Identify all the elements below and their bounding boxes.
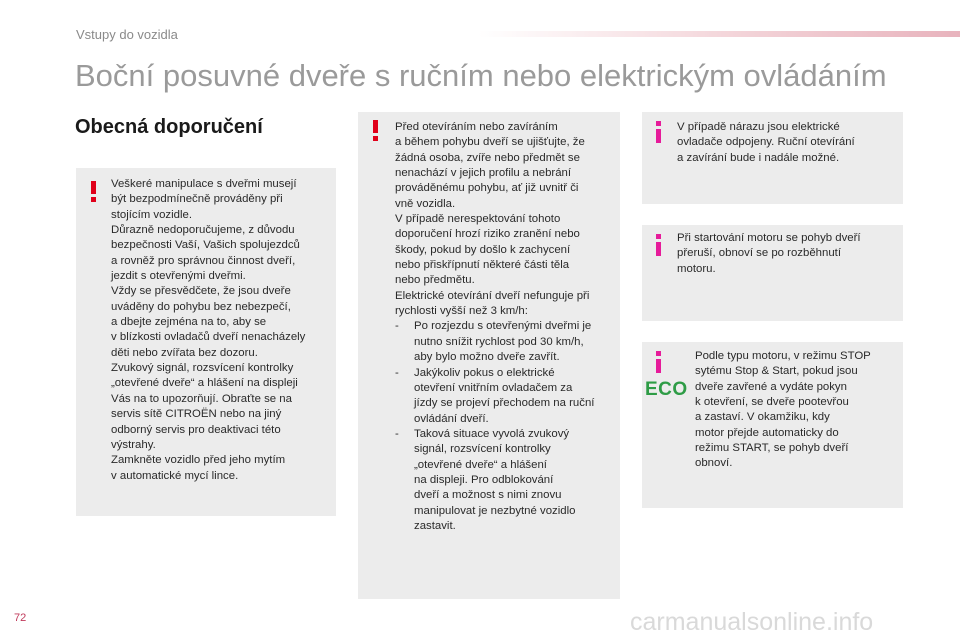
list-dash: - bbox=[395, 427, 399, 440]
text-line: žádná osoba, zvíře nebo předmět se bbox=[395, 151, 580, 164]
text-line: „otevřené dveře“ a hlášení na displeji bbox=[111, 377, 298, 390]
text-line: odborný servis pro deaktivaci této bbox=[111, 423, 281, 436]
text-line: vně vozidla. bbox=[395, 197, 456, 210]
text-line: „otevřené dveře“ a hlášení bbox=[414, 458, 547, 471]
list-item bbox=[395, 427, 617, 534]
list-dash: - bbox=[395, 366, 399, 379]
warning-text-middle bbox=[395, 120, 617, 534]
text-line: v blízkosti ovladačů dveří nenacházely bbox=[111, 331, 306, 344]
text-line: Před otevíráním nebo zavíráním bbox=[395, 121, 558, 133]
text-line: rychlosti vyšší než 3 km/h: bbox=[395, 305, 528, 318]
text-line: Elektrické otevírání dveří nefunguje při bbox=[395, 289, 590, 302]
text-line: dveře zavřené a vydáte pokyn bbox=[695, 380, 847, 393]
text-line: motoru. bbox=[677, 262, 716, 275]
text-line: Při startování motoru se pohyb dveří bbox=[677, 232, 861, 244]
watermark: carmanualsonline.info bbox=[630, 608, 874, 636]
text-line: a zavírání bude i nadále možné. bbox=[677, 151, 840, 164]
text-line: stojícím vozidle. bbox=[111, 208, 193, 221]
text-line: aby bylo možno dveře zavřít. bbox=[414, 351, 560, 364]
text-line: signál, rozsvícení kontrolky bbox=[414, 443, 551, 456]
text-line: Zvukový signál, rozsvícení kontrolky bbox=[111, 362, 294, 375]
info-text-3 bbox=[695, 349, 900, 472]
text-line: režimu START, se pohyb dveří bbox=[695, 442, 849, 455]
text-line: nebo předmětu. bbox=[395, 274, 475, 287]
text-line: doporučení hrozí riziko zranění nebo bbox=[395, 228, 580, 241]
text-line: Zamkněte vozidlo před jeho mytím bbox=[111, 454, 286, 467]
subheading: Obecná doporučení bbox=[75, 116, 263, 138]
text-line: nebo přiskřípnutí některé části těla bbox=[395, 259, 570, 272]
text-line: V případě nárazu jsou elektrické bbox=[677, 121, 840, 133]
text-line: Veškeré manipulace s dveřmi musejí bbox=[111, 178, 297, 190]
text-line: prováděnému pohybu, ať již uvnitř či bbox=[395, 182, 579, 195]
text-line: ovládání dveří. bbox=[414, 412, 489, 425]
text-line: nutno snížit rychlost pod 30 km/h, bbox=[414, 335, 584, 348]
text-line: přeruší, obnoví se po rozběhnutí bbox=[677, 247, 842, 260]
text-line: Taková situace vyvolá zvukový bbox=[414, 427, 570, 440]
text-line: bezpečnosti Vaší, Vašich spolujezdců bbox=[111, 239, 300, 252]
text-line: obnoví. bbox=[695, 457, 733, 470]
text-line: výstrahy. bbox=[111, 438, 156, 451]
text-line: děti nebo zvířata bez dozoru. bbox=[111, 346, 258, 359]
info-text-2 bbox=[677, 231, 899, 277]
text-line: Podle typu motoru, v režimu STOP bbox=[695, 350, 871, 362]
text-line: jezdit s otevřenými dveřmi. bbox=[111, 270, 246, 283]
text-line: a rovněž pro správnou činnost dveří, bbox=[111, 254, 296, 267]
text-line: Jakýkoliv pokus o elektrické bbox=[414, 366, 555, 379]
list-dash: - bbox=[395, 320, 399, 333]
text-line: V případě nerespektování tohoto bbox=[395, 213, 561, 226]
page-number: 72 bbox=[14, 612, 27, 624]
list-item bbox=[395, 366, 617, 427]
text-line: Vás na to upozorňují. Obraťte se na bbox=[111, 392, 292, 405]
text-line: motor přejde automaticky do bbox=[695, 426, 839, 439]
text-line: nenachází v jejich profilu a nebrání bbox=[395, 167, 572, 180]
text-line: zastavit. bbox=[414, 519, 456, 532]
page-title: Boční posuvné dveře s ručním nebo elektrickým ovládáním bbox=[75, 58, 887, 93]
info-text-1 bbox=[677, 120, 899, 166]
header-rule bbox=[478, 31, 960, 37]
text-line: uváděny do pohybu bez nebezpečí, bbox=[111, 300, 291, 313]
text-line: škody, pokud by došlo k zachycení bbox=[395, 243, 571, 256]
text-line: a zastaví. V okamžiku, kdy bbox=[695, 411, 830, 424]
text-line: Po rozjezdu s otevřenými dveřmi je bbox=[414, 320, 592, 333]
warning-text-left bbox=[111, 177, 333, 484]
text-line: na displeji. Pro odblokování bbox=[414, 473, 554, 486]
section-title: Vstupy do vozidla bbox=[76, 27, 178, 42]
text-line: a během pohybu dveří se ujišťujte, že bbox=[395, 136, 585, 149]
text-line: sytému Stop & Start, pokud jsou bbox=[695, 365, 858, 378]
text-line: jízdy se projeví přechodem na ruční bbox=[414, 397, 595, 410]
text-line: být bezpodmínečně prováděny při bbox=[111, 193, 283, 206]
text-line: a dbejte zejména na to, aby se bbox=[111, 316, 267, 329]
list-item bbox=[395, 319, 617, 365]
text-line: Vždy se přesvědčete, že jsou dveře bbox=[111, 285, 291, 298]
text-line: otevření vnitřním ovladačem za bbox=[414, 381, 573, 394]
text-line: v automatické mycí lince. bbox=[111, 469, 239, 482]
text-line: ovladače odpojeny. Ruční otevírání bbox=[677, 136, 855, 149]
text-line: dveří a možnost s nimi znovu bbox=[414, 489, 562, 502]
text-line: manipulovat je nezbytné vozidlo bbox=[414, 504, 576, 517]
text-line: k otevření, se dveře pootevřou bbox=[695, 396, 849, 409]
eco-icon: ECO bbox=[645, 379, 688, 400]
text-line: servis sítě CITROËN nebo na jiný bbox=[111, 408, 282, 421]
text-line: Důrazně nedoporučujeme, z důvodu bbox=[111, 224, 295, 237]
